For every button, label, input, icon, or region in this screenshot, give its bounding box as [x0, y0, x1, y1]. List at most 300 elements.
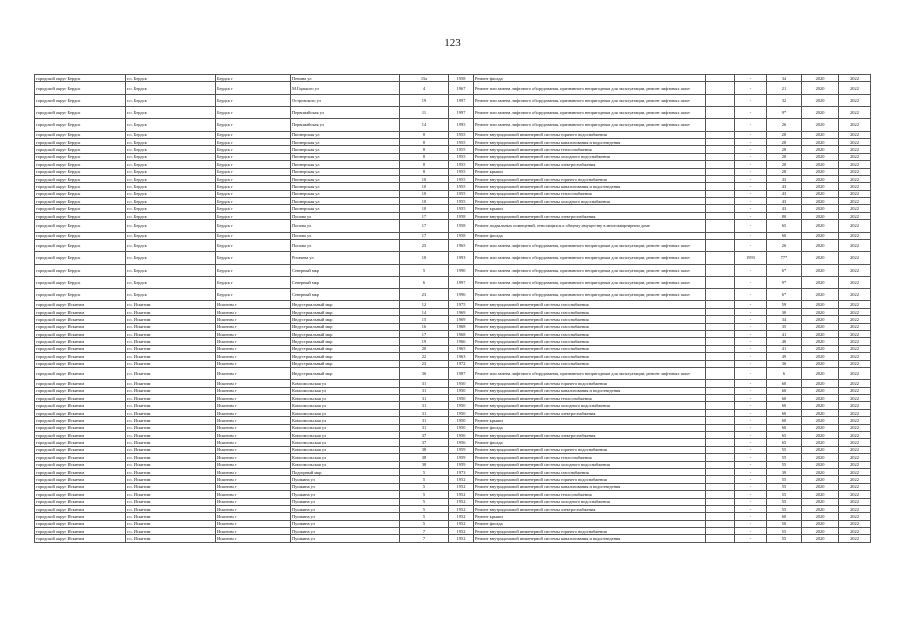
wear-percent-cell: 65: [767, 220, 802, 232]
house-number-cell: 31: [400, 409, 449, 416]
wear-percent-cell: 55: [767, 461, 802, 468]
work-type-cell: Ремонт внутридомовой инженерной системы горячего водоснабжения: [474, 380, 706, 387]
table-row: [35, 439, 871, 446]
table-row: [35, 106, 871, 118]
start-year-cell: 2020: [802, 138, 839, 145]
work-type-cell: Ремонт внутридомовой инженерной системы горячего водоснабжения: [474, 446, 706, 453]
work-type-cell: Ремонт внутридомовой инженерной системы электроснабжения: [474, 431, 706, 438]
extra-cell: [706, 146, 735, 153]
work-type-cell: Ремонт внутридомовой инженерной системы газоснабжения: [474, 360, 706, 367]
municipality-cell: городской округ Искитим: [35, 483, 126, 490]
end-year-cell: 2022: [839, 301, 871, 308]
wear-percent-cell: 32: [767, 94, 802, 106]
extra-cell: [706, 131, 735, 138]
start-year-cell: 2020: [802, 75, 839, 82]
extra-cell: [706, 264, 735, 276]
house-number-cell: 7: [400, 535, 449, 542]
house-number-cell: 5: [400, 513, 449, 520]
end-year-cell: 2022: [839, 252, 871, 264]
settlement-cell: г.о. Искитим: [126, 380, 216, 387]
locality-cell: Бердск г: [216, 106, 291, 118]
commission-year-cell: -: [735, 491, 767, 498]
table-row: [35, 131, 871, 138]
year-built-cell: 1950: [449, 424, 474, 431]
extra-cell: [706, 190, 735, 197]
street-cell: Пушкина ул: [291, 528, 400, 535]
locality-cell: Искитим г: [216, 513, 291, 520]
start-year-cell: 2020: [802, 252, 839, 264]
municipality-cell: городской округ Бердск: [35, 153, 126, 160]
start-year-cell: 2020: [802, 528, 839, 535]
extra-cell: [706, 276, 735, 288]
street-cell: М.Горького ул: [291, 82, 400, 94]
street-cell: Пионерская ул: [291, 168, 400, 175]
municipality-cell: городской округ Бердск: [35, 146, 126, 153]
settlement-cell: г.о. Искитим: [126, 308, 216, 315]
start-year-cell: 2020: [802, 94, 839, 106]
settlement-cell: г.о. Искитим: [126, 483, 216, 490]
street-cell: Первомайская ул: [291, 119, 400, 131]
end-year-cell: 2022: [839, 387, 871, 394]
locality-cell: Искитим г: [216, 367, 291, 379]
commission-year-cell: -: [735, 468, 767, 475]
municipality-cell: городской округ Искитим: [35, 301, 126, 308]
work-type-cell: Ремонт крыши: [474, 417, 706, 424]
street-cell: Подгорный мкр: [291, 468, 400, 475]
table-row: [35, 323, 871, 330]
commission-year-cell: -: [735, 220, 767, 232]
locality-cell: Бердск г: [216, 153, 291, 160]
extra-cell: [706, 220, 735, 232]
house-number-cell: 17: [400, 232, 449, 239]
year-built-cell: 1958: [449, 75, 474, 82]
commission-year-cell: -: [735, 331, 767, 338]
municipality-cell: городской округ Искитим: [35, 387, 126, 394]
commission-year-cell: -: [735, 476, 767, 483]
commission-year-cell: -: [735, 183, 767, 190]
wear-percent-cell: 6*: [767, 264, 802, 276]
municipality-cell: городской округ Искитим: [35, 345, 126, 352]
settlement-cell: г.о. Бердск: [126, 190, 216, 197]
settlement-cell: г.о. Искитим: [126, 468, 216, 475]
street-cell: Пушкина ул: [291, 483, 400, 490]
house-number-cell: 31: [400, 424, 449, 431]
end-year-cell: 2022: [839, 513, 871, 520]
street-cell: Пионерская ул: [291, 146, 400, 153]
municipality-cell: городской округ Бердск: [35, 175, 126, 182]
extra-cell: [706, 338, 735, 345]
settlement-cell: г.о. Бердск: [126, 289, 216, 301]
street-cell: Пионерская ул: [291, 131, 400, 138]
house-number-cell: 38: [400, 454, 449, 461]
table-row: [35, 308, 871, 315]
work-type-cell: Ремонт внутридомовой инженерной системы канализования и водоотведения: [474, 483, 706, 490]
settlement-cell: г.о. Искитим: [126, 439, 216, 446]
table-row: [35, 528, 871, 535]
street-cell: Рогачева ул: [291, 252, 400, 264]
house-number-cell: 8: [400, 153, 449, 160]
wear-percent-cell: 35: [767, 323, 802, 330]
table-row: [35, 338, 871, 345]
wear-percent-cell: 6*: [767, 289, 802, 301]
work-type-cell: Ремонт внутридомовой инженерной системы холодного водоснабжения: [474, 498, 706, 505]
start-year-cell: 2020: [802, 232, 839, 239]
start-year-cell: 2020: [802, 276, 839, 288]
start-year-cell: 2020: [802, 131, 839, 138]
extra-cell: [706, 505, 735, 512]
locality-cell: Искитим г: [216, 353, 291, 360]
locality-cell: Бердск г: [216, 190, 291, 197]
house-number-cell: 10: [400, 198, 449, 205]
year-built-cell: 1952: [449, 520, 474, 527]
settlement-cell: г.о. Бердск: [126, 168, 216, 175]
year-built-cell: 1967: [449, 82, 474, 94]
year-built-cell: 1993: [449, 252, 474, 264]
street-cell: Пионерская ул: [291, 161, 400, 168]
table-row: [35, 387, 871, 394]
street-cell: Индустриальный мкр: [291, 367, 400, 379]
table-row: [35, 417, 871, 424]
municipality-cell: городской округ Искитим: [35, 424, 126, 431]
wear-percent-cell: 55: [767, 476, 802, 483]
year-built-cell: 1997: [449, 94, 474, 106]
settlement-cell: г.о. Искитим: [126, 409, 216, 416]
end-year-cell: 2022: [839, 138, 871, 145]
year-built-cell: 1955: [449, 198, 474, 205]
start-year-cell: 2020: [802, 380, 839, 387]
work-type-cell: Ремонт внутридомовой инженерной системы теплоснабжения: [474, 454, 706, 461]
work-type-cell: Ремонт внутридомовой инженерной системы канализования и водоотведения: [474, 138, 706, 145]
wear-percent-cell: 43: [767, 175, 802, 182]
commission-year-cell: -: [735, 387, 767, 394]
end-year-cell: 2022: [839, 535, 871, 542]
commission-year-cell: -: [735, 106, 767, 118]
commission-year-cell: -: [735, 119, 767, 131]
house-number-cell: 17: [400, 331, 449, 338]
year-built-cell: 1955: [449, 131, 474, 138]
settlement-cell: г.о. Искитим: [126, 431, 216, 438]
commission-year-cell: -: [735, 82, 767, 94]
wear-percent-cell: 60: [767, 424, 802, 431]
commission-year-cell: -: [735, 161, 767, 168]
work-type-cell: Ремонт или замена лифтового оборудования, признанного непригодным для эксплуатации, ремонт лифтовых шахт: [474, 276, 706, 288]
commission-year-cell: -: [735, 75, 767, 82]
locality-cell: Искитим г: [216, 446, 291, 453]
settlement-cell: г.о. Бердск: [126, 75, 216, 82]
table-row: [35, 146, 871, 153]
work-type-cell: Ремонт внутридомовой инженерной системы газоснабжения: [474, 323, 706, 330]
extra-cell: [706, 360, 735, 367]
work-type-cell: Ремонт внутридомовой инженерной системы газоснабжения: [474, 345, 706, 352]
end-year-cell: 2022: [839, 380, 871, 387]
start-year-cell: 2020: [802, 520, 839, 527]
table-row: [35, 483, 871, 490]
commission-year-cell: -: [735, 308, 767, 315]
work-type-cell: Ремонт внутридомовой инженерной системы горячего водоснабжения: [474, 528, 706, 535]
settlement-cell: г.о. Искитим: [126, 417, 216, 424]
year-built-cell: 1950: [449, 402, 474, 409]
street-cell: Индустриальный мкр: [291, 353, 400, 360]
municipality-cell: городской округ Искитим: [35, 498, 126, 505]
settlement-cell: г.о. Искитим: [126, 491, 216, 498]
house-number-cell: 14: [400, 308, 449, 315]
house-number-cell: 37: [400, 439, 449, 446]
wear-percent-cell: 59: [767, 301, 802, 308]
start-year-cell: 2020: [802, 331, 839, 338]
end-year-cell: 2022: [839, 483, 871, 490]
year-built-cell: 1952: [449, 535, 474, 542]
municipality-cell: городской округ Бердск: [35, 161, 126, 168]
year-built-cell: 1955: [449, 161, 474, 168]
start-year-cell: 2020: [802, 461, 839, 468]
street-cell: Комсомольская ул: [291, 402, 400, 409]
start-year-cell: 2020: [802, 431, 839, 438]
house-number-cell: 8: [400, 131, 449, 138]
house-number-cell: 31: [400, 402, 449, 409]
wear-percent-cell: 49: [767, 353, 802, 360]
work-type-cell: Ремонт внутридомовой инженерной системы газоснабжения: [474, 301, 706, 308]
extra-cell: [706, 301, 735, 308]
end-year-cell: 2022: [839, 454, 871, 461]
municipality-cell: городской округ Бердск: [35, 75, 126, 82]
extra-cell: [706, 345, 735, 352]
house-number-cell: 7: [400, 528, 449, 535]
municipality-cell: городской округ Искитим: [35, 528, 126, 535]
commission-year-cell: -: [735, 301, 767, 308]
commission-year-cell: -: [735, 338, 767, 345]
house-number-cell: 23: [400, 360, 449, 367]
page-number: 123: [444, 37, 461, 49]
commission-year-cell: -: [735, 498, 767, 505]
work-type-cell: Ремонт внутридомовой инженерной системы электроснабжения: [474, 161, 706, 168]
wear-percent-cell: 55: [767, 498, 802, 505]
municipality-cell: городской округ Искитим: [35, 513, 126, 520]
end-year-cell: 2022: [839, 323, 871, 330]
start-year-cell: 2020: [802, 82, 839, 94]
extra-cell: [706, 183, 735, 190]
extra-cell: [706, 498, 735, 505]
commission-year-cell: -: [735, 168, 767, 175]
end-year-cell: 2022: [839, 491, 871, 498]
municipality-cell: городской округ Бердск: [35, 183, 126, 190]
locality-cell: Искитим г: [216, 360, 291, 367]
municipality-cell: городской округ Искитим: [35, 395, 126, 402]
municipality-cell: городской округ Бердск: [35, 212, 126, 219]
wear-percent-cell: 28: [767, 161, 802, 168]
locality-cell: Бердск г: [216, 94, 291, 106]
municipality-cell: городской округ Искитим: [35, 308, 126, 315]
extra-cell: [706, 491, 735, 498]
wear-percent-cell: 28: [767, 138, 802, 145]
settlement-cell: г.о. Искитим: [126, 402, 216, 409]
house-number-cell: 10: [400, 175, 449, 182]
end-year-cell: 2022: [839, 183, 871, 190]
extra-cell: [706, 402, 735, 409]
locality-cell: Искитим г: [216, 454, 291, 461]
year-built-cell: 1952: [449, 498, 474, 505]
year-built-cell: 1955: [449, 138, 474, 145]
year-built-cell: 1952: [449, 483, 474, 490]
extra-cell: [706, 175, 735, 182]
street-cell: Пионерская ул: [291, 183, 400, 190]
year-built-cell: 1968: [449, 331, 474, 338]
street-cell: Пионерская ул: [291, 190, 400, 197]
house-number-cell: 20: [400, 345, 449, 352]
wear-percent-cell: 39: [767, 468, 802, 475]
year-built-cell: 1952: [449, 491, 474, 498]
wear-percent-cell: 34: [767, 316, 802, 323]
settlement-cell: г.о. Бердск: [126, 276, 216, 288]
locality-cell: Бердск г: [216, 146, 291, 153]
extra-cell: [706, 353, 735, 360]
locality-cell: Бердск г: [216, 232, 291, 239]
table-row: [35, 468, 871, 475]
commission-year-cell: 1993: [735, 252, 767, 264]
extra-cell: [706, 409, 735, 416]
year-built-cell: 1955: [449, 153, 474, 160]
start-year-cell: 2020: [802, 367, 839, 379]
commission-year-cell: -: [735, 402, 767, 409]
commission-year-cell: -: [735, 439, 767, 446]
house-number-cell: 23: [400, 289, 449, 301]
start-year-cell: 2020: [802, 175, 839, 182]
end-year-cell: 2022: [839, 461, 871, 468]
municipality-cell: городской округ Искитим: [35, 316, 126, 323]
settlement-cell: г.о. Бердск: [126, 175, 216, 182]
house-number-cell: 5: [400, 476, 449, 483]
start-year-cell: 2020: [802, 289, 839, 301]
table-row: [35, 119, 871, 131]
work-type-cell: Ремонт внутридомовой инженерной системы электроснабжения: [474, 212, 706, 219]
municipality-cell: городской округ Искитим: [35, 439, 126, 446]
start-year-cell: 2020: [802, 338, 839, 345]
commission-year-cell: -: [735, 520, 767, 527]
locality-cell: Искитим г: [216, 520, 291, 527]
table-body: [35, 75, 871, 543]
start-year-cell: 2020: [802, 316, 839, 323]
wear-percent-cell: 41: [767, 331, 802, 338]
locality-cell: Бердск г: [216, 220, 291, 232]
municipality-cell: городской округ Бердск: [35, 131, 126, 138]
end-year-cell: 2022: [839, 264, 871, 276]
municipality-cell: городской округ Бердск: [35, 289, 126, 301]
extra-cell: [706, 454, 735, 461]
wear-percent-cell: 40: [767, 338, 802, 345]
street-cell: Пушкина ул: [291, 498, 400, 505]
settlement-cell: г.о. Бердск: [126, 212, 216, 219]
house-number-cell: 15: [400, 316, 449, 323]
wear-percent-cell: 50: [767, 520, 802, 527]
end-year-cell: 2022: [839, 395, 871, 402]
start-year-cell: 2020: [802, 301, 839, 308]
year-built-cell: 1959: [449, 461, 474, 468]
house-number-cell: 36: [400, 367, 449, 379]
house-number-cell: 38: [400, 446, 449, 453]
work-type-cell: Ремонт внутридомовой инженерной системы теплоснабжения: [474, 395, 706, 402]
locality-cell: Бердск г: [216, 168, 291, 175]
street-cell: Комсомольская ул: [291, 431, 400, 438]
work-type-cell: Ремонт фасада: [474, 520, 706, 527]
table-row: [35, 431, 871, 438]
street-cell: Пионерская ул: [291, 138, 400, 145]
municipality-cell: городской округ Искитим: [35, 491, 126, 498]
start-year-cell: 2020: [802, 119, 839, 131]
extra-cell: [706, 138, 735, 145]
year-built-cell: 1952: [449, 513, 474, 520]
extra-cell: [706, 252, 735, 264]
extra-cell: [706, 239, 735, 251]
settlement-cell: г.о. Бердск: [126, 239, 216, 251]
municipality-cell: городской округ Искитим: [35, 417, 126, 424]
work-type-cell: Ремонт внутридомовой инженерной системы горячего водоснабжения: [474, 131, 706, 138]
end-year-cell: 2022: [839, 498, 871, 505]
settlement-cell: г.о. Искитим: [126, 535, 216, 542]
capital-repair-table: [34, 74, 871, 543]
table-row: [35, 161, 871, 168]
settlement-cell: г.о. Искитим: [126, 520, 216, 527]
table-row: [35, 301, 871, 308]
year-built-cell: 1958: [449, 212, 474, 219]
commission-year-cell: -: [735, 198, 767, 205]
year-built-cell: 1963: [449, 353, 474, 360]
commission-year-cell: -: [735, 205, 767, 212]
extra-cell: [706, 535, 735, 542]
end-year-cell: 2022: [839, 106, 871, 118]
settlement-cell: г.о. Бердск: [126, 119, 216, 131]
wear-percent-cell: 6: [767, 367, 802, 379]
municipality-cell: городской округ Бердск: [35, 220, 126, 232]
settlement-cell: г.о. Искитим: [126, 323, 216, 330]
street-cell: Пенина ул: [291, 75, 400, 82]
year-built-cell: 1950: [449, 417, 474, 424]
start-year-cell: 2020: [802, 146, 839, 153]
start-year-cell: 2020: [802, 439, 839, 446]
table-row: [35, 520, 871, 527]
year-built-cell: 1956: [449, 431, 474, 438]
locality-cell: Бердск г: [216, 212, 291, 219]
extra-cell: [706, 153, 735, 160]
commission-year-cell: -: [735, 131, 767, 138]
start-year-cell: 2020: [802, 168, 839, 175]
locality-cell: Искитим г: [216, 323, 291, 330]
locality-cell: Искитим г: [216, 535, 291, 542]
commission-year-cell: -: [735, 175, 767, 182]
end-year-cell: 2022: [839, 308, 871, 315]
house-number-cell: 19: [400, 94, 449, 106]
house-number-cell: 4: [400, 82, 449, 94]
work-type-cell: Ремонт внутридомовой инженерной системы электроснабжения: [474, 505, 706, 512]
wear-percent-cell: 34: [767, 75, 802, 82]
commission-year-cell: -: [735, 424, 767, 431]
commission-year-cell: -: [735, 316, 767, 323]
start-year-cell: 2020: [802, 360, 839, 367]
locality-cell: Искитим г: [216, 476, 291, 483]
year-built-cell: 1955: [449, 183, 474, 190]
commission-year-cell: -: [735, 264, 767, 276]
year-built-cell: 1965: [449, 345, 474, 352]
municipality-cell: городской округ Бердск: [35, 138, 126, 145]
year-built-cell: 1956: [449, 439, 474, 446]
street-cell: Комсомольская ул: [291, 424, 400, 431]
wear-percent-cell: 21: [767, 82, 802, 94]
commission-year-cell: -: [735, 146, 767, 153]
work-type-cell: Ремонт или замена лифтового оборудования, признанного непригодным для эксплуатации, ремонт лифтовых шахт: [474, 239, 706, 251]
commission-year-cell: -: [735, 367, 767, 379]
settlement-cell: г.о. Искитим: [126, 360, 216, 367]
wear-percent-cell: 9*: [767, 106, 802, 118]
extra-cell: [706, 380, 735, 387]
year-built-cell: 1958: [449, 220, 474, 232]
